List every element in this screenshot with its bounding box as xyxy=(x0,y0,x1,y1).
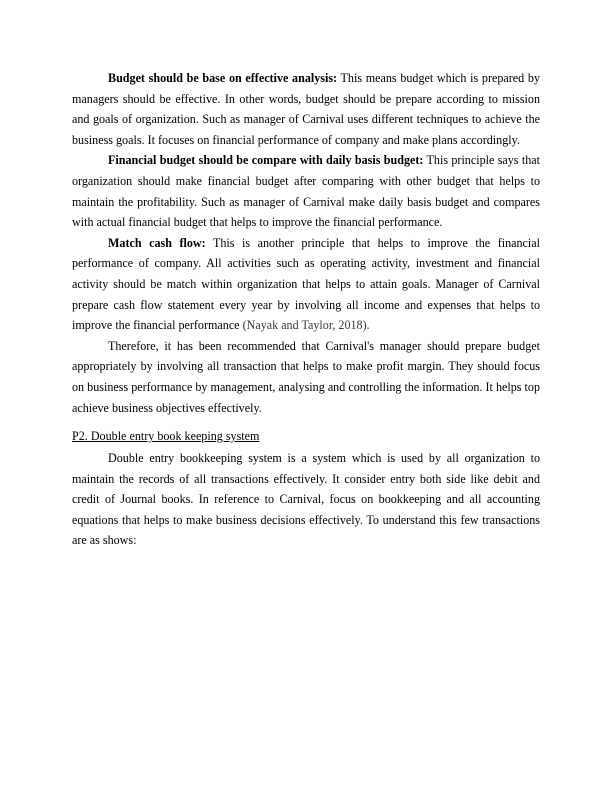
paragraph-heading: Financial budget should be compare with daily basis budget: xyxy=(108,153,424,168)
paragraph-text: This is another principle that helps to improve the financial performance of company. All activities such as operating activity, investment and financial activity should be match within organization that helps to attain goals. Manager of Carnival prepare cash flow statement every year by involving all income and expenses that helps to improve the financial performance xyxy=(72,235,540,333)
paragraph-effective-analysis xyxy=(72,68,540,150)
paragraph-text: This principle says that organization should make financial budget after comparing with other budget that helps to maintain the profitability. Such as manager of Carnival make daily basis budget and compares with actual financial budget that helps to improve the financial performance. xyxy=(72,153,540,230)
citation: (Nayak and Taylor, 2018). xyxy=(242,318,370,333)
paragraph-double-entry: Double entry bookkeeping system is a system which is used by all organization to maintain the records of all transactions effectively. It consider entry both side like debit and credit of Journal books. In reference to Carnival, focus on bookkeeping and all accounting equations that helps to make business decisions effectively. To understand this few transactions are as shows: xyxy=(72,451,540,548)
section-heading: P2. Double entry book keeping system xyxy=(72,429,260,444)
paragraph-heading: Match cash flow: xyxy=(108,235,206,250)
paragraph-text: This means budget which is prepared by managers should be effective. In other words, budget should be prepare according to mission and goals of organization. Such as manager of Carnival uses different techniques to achieve the business goals. It focuses on financial performance of company and make plans accordingly. xyxy=(72,71,540,147)
paragraph-conclusion: Therefore, it has been recommended that Carnival's manager should prepare budget appropriately by involving all transaction that helps to make profit margin. They should focus on business performance by management, analysing and controlling the information. It helps top achieve business objectives effectively. xyxy=(72,338,540,415)
paragraph-match-cash-flow xyxy=(72,233,540,336)
page-content xyxy=(72,68,540,551)
paragraph-daily-basis-budget xyxy=(72,150,540,232)
paragraph-heading: Budget should be base on effective analysis: xyxy=(108,71,338,85)
